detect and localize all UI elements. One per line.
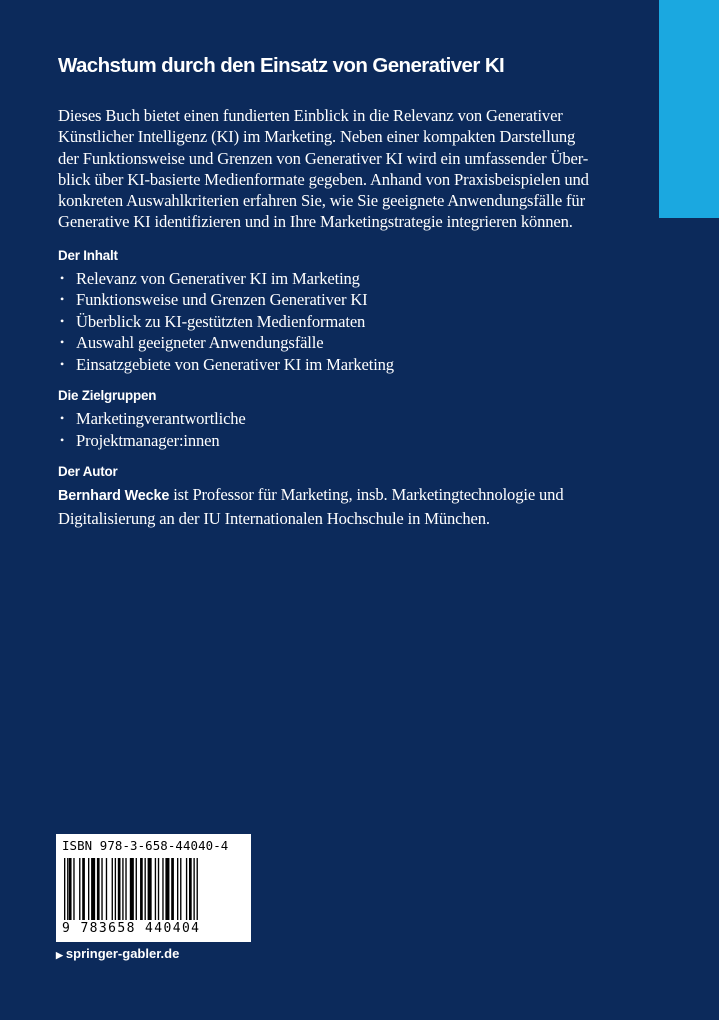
arrow-right-icon: ▶ [56,950,63,960]
barcode-bar [136,858,137,920]
barcode-bar [79,858,80,920]
bullet-icon: • [60,356,65,371]
barcode-bar [91,858,95,920]
bullet-icon: • [60,411,65,426]
barcode-bar [118,858,121,920]
intro-paragraph [58,105,606,233]
bullet-icon: • [60,313,65,328]
barcode-bar [112,858,113,920]
list-item: • Überblick zu KI-gestützten Medienformaten [60,311,366,331]
barcode-bar [162,858,163,920]
barcode-bar [122,858,123,920]
barcode-bar [82,858,85,920]
barcode-bar [97,858,100,920]
barcode-bar [125,858,126,920]
barcode-bar [145,858,146,920]
list-item: • Relevanz von Generativer KI im Marketing [60,268,360,288]
barcode-digits: 9 783658 440404 [62,921,201,936]
isbn-barcode [56,834,251,942]
barcode-bar [171,858,174,920]
barcode-bar [158,858,159,920]
bullet-icon: • [60,335,65,350]
barcode-bar [186,858,187,920]
zielgruppen-list [58,408,606,451]
publisher-url[interactable] [56,946,179,961]
intro-line: Dieses Buch bietet einen fundierten Einblick in die Relevanz von Generativer [58,106,563,125]
bullet-icon: • [60,292,65,307]
inhalt-list [58,268,606,376]
barcode-bar [106,858,107,920]
section-heading-zielgruppen: Die Zielgruppen [58,388,157,404]
barcode-bar [115,858,116,920]
barcode-bar [130,858,134,920]
barcode-bar [73,858,74,920]
barcode-bar [193,858,194,920]
barcode-bar [140,858,143,920]
page-title: Wachstum durch den Einsatz von Generativer KI [58,54,505,77]
isbn-label: ISBN 978-3-658-44040-4 [62,838,229,853]
barcode-bar [197,858,198,920]
list-item: • Marketingverantwortliche [60,409,246,429]
intro-line: Künstlicher Intelligenz (KI) im Marketing. Neben einer kompakten Darstellung [58,127,576,147]
barcode-bar [177,858,178,920]
barcode-bar [101,858,102,920]
list-item: • Projektmanager:innen [60,430,220,450]
section-heading-inhalt: Der Inhalt [58,247,118,263]
intro-line: Generative KI identifizieren und in Ihre Marketingstrategie integrieren können. [58,212,573,232]
bullet-icon: • [60,270,65,285]
accent-color-bar [659,0,719,218]
intro-line: blick über KI-basierte Medienformate gegeben. Anhand von Praxisbeispielen und [58,169,589,189]
author-bio-text: ist Professor für Marketing, insb. Marketingtechnologie und [169,485,564,505]
barcode-bar [180,858,181,920]
barcode-bar [69,858,72,920]
list-item: • Funktionsweise und Grenzen Generativer KI [60,290,368,310]
barcode-bar [148,858,152,920]
intro-line: der Funktionsweise und Grenzen von Generativer KI wird ein umfassender Über- [58,148,589,168]
publisher-link-text: springer-gabler.de [65,946,180,961]
barcode-bar [64,858,65,920]
barcode-bar [165,858,169,920]
back-cover-text [58,52,606,529]
list-item: • Einsatzgebiete von Generativer KI im Marketing [60,354,394,374]
author-name: Bernhard Wecke [58,488,170,505]
barcode-bar [88,858,89,920]
barcode-bars [62,858,246,920]
bullet-icon: • [60,432,65,447]
author-bio-text: Digitalisierung an der IU Internationalen Hochschule in München. [58,508,490,528]
intro-line: konkreten Auswahlkriterien erfahren Sie, wie Sie geeignete Anwendungsfälle für [58,191,585,211]
list-item: • Auswahl geeigneter Anwendungsfälle [60,333,324,353]
barcode-bar [189,858,192,920]
section-heading-autor: Der Autor [58,464,118,480]
barcode-bar [155,858,156,920]
author-bio [58,484,606,529]
barcode-bar [67,858,68,920]
